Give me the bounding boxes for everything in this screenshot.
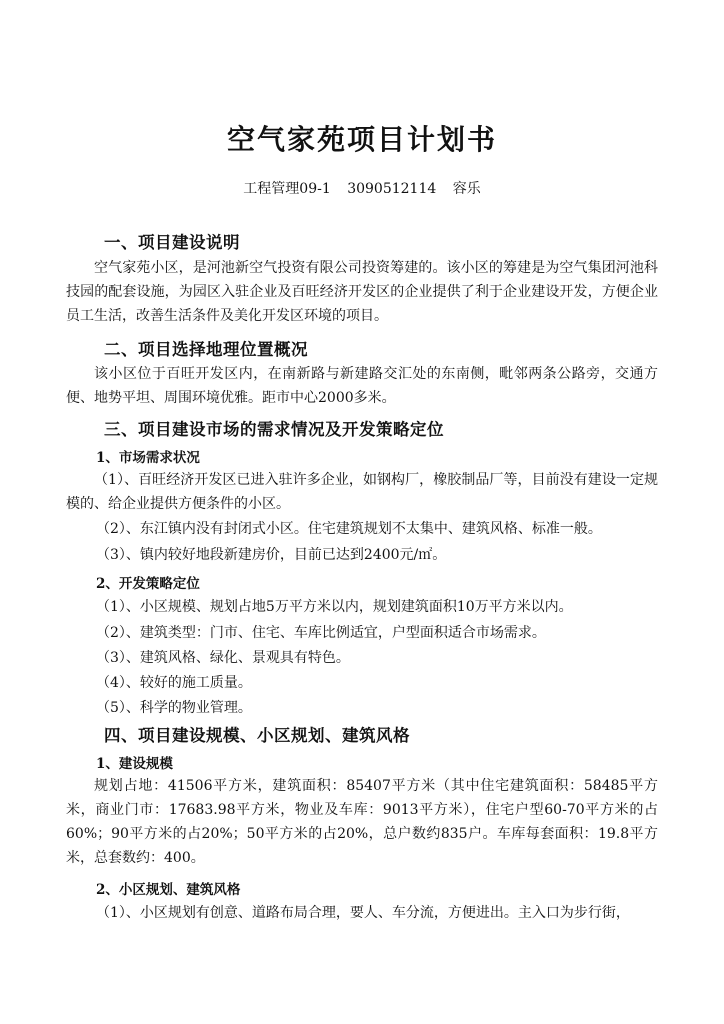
section-3-sub-2-item-1: （1）、小区规模、规划占地5万平方米以内，规划建筑面积10万平方米以内。: [96, 599, 573, 615]
section-3-sub-1-item-3: （3）、镇内较好地段新建房价，目前已达到2400元/㎡。: [96, 547, 447, 563]
section-3-sub-2-item-3: （3）、建筑风格、绿化、景观具有特色。: [96, 650, 350, 666]
section-1-paragraph: 空气家苑小区，是河池新空气投资有限公司投资筹建的。该小区的筹建是为空气集团河池科技园的配套设施，为园区入驻企业及百旺经济开发区的企业提供了利于企业建设开发，方便企业员工生活，改善生活条件及美化开发区环境的项目。: [66, 260, 658, 324]
section-4-sub-2-item-1: （1）、小区规划有创意、道路布局合理，要人、车分流，方便进出。主入口为步行街，: [96, 905, 630, 921]
section-4-sub-2-heading: 2、小区规划、建筑风格: [96, 882, 241, 898]
section-3-sub-1-heading: 1、市场需求状况: [96, 450, 200, 466]
document-title: 空气家苑项目计划书: [226, 123, 497, 156]
author-class: 工程管理09-1: [243, 181, 331, 197]
section-3-sub-2-item-4: （4）、较好的施工质量。: [96, 675, 252, 691]
section-3-sub-1-item-1: （1）、百旺经济开发区已进入驻许多企业，如钢构厂，橡胶制品厂等，目前没有建设一定规模的、给企业提供方便条件的小区。: [66, 472, 658, 512]
section-3-heading: 三、项目建设市场的需求情况及开发策略定位: [104, 420, 444, 439]
section-4-sub-1-heading: 1、建设规模: [96, 756, 173, 772]
author-student-id: 3090512114: [347, 181, 437, 197]
author-line: [0, 178, 724, 198]
section-4-heading: 四、项目建设规模、小区规划、建筑风格: [104, 726, 410, 745]
section-1-heading: 一、项目建设说明: [104, 233, 240, 252]
section-4-sub-1-paragraph: 规划占地：41506平方米，建筑面积：85407平方米（其中住宅建筑面积：58485平方米，商业门市：17683.98平方米，物业及车库：9013平方米），住宅户型60-70平方米的占60%；90平方米的占20%；50平方米的占20%，总户数约835户。车库每套面积：19.8平方米，总套数约：400。: [66, 778, 658, 866]
section-3-sub-2-heading: 2、开发策略定位: [96, 576, 200, 592]
section-3-sub-2-item-5: （5）、科学的物业管理。: [96, 700, 252, 716]
section-2-heading: 二、项目选择地理位置概况: [104, 340, 308, 359]
section-3-sub-1-item-2: （2）、东江镇内没有封闭式小区。住宅建筑规划不太集中、建筑风格、标准一般。: [96, 521, 602, 537]
section-3-sub-2-item-2: （2）、建筑类型：门市、住宅、车库比例适宜，户型面积适合市场需求。: [96, 625, 546, 641]
author-name: 容乐: [452, 181, 481, 197]
section-2-paragraph: 该小区位于百旺开发区内，在南新路与新建路交汇处的东南侧，毗邻两条公路旁，交通方便、地势平坦、周围环境优雅。距市中心2000多米。: [66, 366, 658, 406]
